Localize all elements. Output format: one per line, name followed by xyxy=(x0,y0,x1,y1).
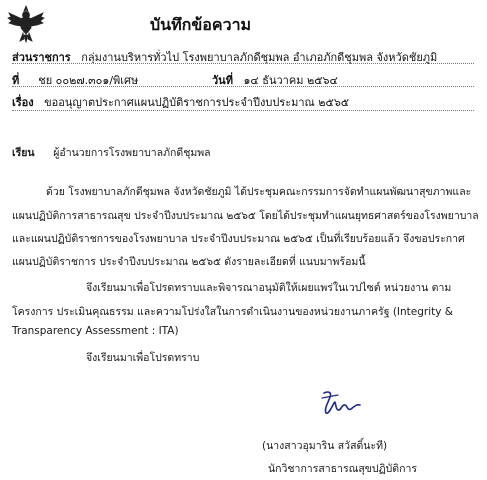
body-p1-line-4: แผนปฏิบัติราชการ ประจำปีงบประมาณ ๒๕๖๕ ดังรายละเอียดที่ แนบมาพร้อมนี้ xyxy=(12,256,366,268)
subject-label: เรื่อง xyxy=(12,96,34,109)
subject-underline xyxy=(12,110,474,111)
salutation-value: ผู้อำนวยการโรงพยาบาลภักดีชุมพล xyxy=(53,147,211,159)
body-p2-line-1: จึงเรียนมาเพื่อโปรดทราบและพิจารณาอนุมัติให้เผยแพร่ในเวปไซต์ หน่วยงาน ตาม xyxy=(86,282,452,294)
body-p1-line-3: และแผนปฏิบัติราชการของโรงพยาบาล ประจำปีงบประมาณ ๒๕๖๕ เป็นที่เรียบร้อยแล้ว จึงขอประกาศ xyxy=(12,233,465,245)
handwritten-signature-icon xyxy=(318,389,364,419)
garuda-emblem-icon xyxy=(6,4,46,44)
body-p2-line-3: Transparency Assessment : ITA) xyxy=(12,325,179,337)
body-p1-line-2: แผนปฏิบัติการสาธารณสุข ประจำปีงบประมาณ ๒๕๖๕ โดยได้ประชุมทำแผนยุทธศาสตร์ของโรงพยาบาล xyxy=(12,210,479,222)
department-value: กลุ่มงานบริหารทั่วไป โรงพยาบาลภักดีชุมพล อำเภอภักดีชุมพล จังหวัดชัยภูมิ xyxy=(81,51,438,64)
signer-name: (นางสาวอุมาริน สวัสดิ์นะที) xyxy=(262,440,388,452)
salutation-label: เรียน xyxy=(12,147,35,159)
body-p2-line-2: โครงการ ประเมินคุณธรรม และความโปร่งใสในการดำเนินงานของหน่วยงานภาครัฐ (Integrity & xyxy=(12,306,453,318)
salutation xyxy=(12,144,211,161)
subject-value: ขออนุญาตประกาศแผนปฏิบัติราชการประจำปีงบประมาณ ๒๕๖๕ xyxy=(44,96,350,109)
signer-position: นักวิชาการสาธารณสุขปฏิบัติการ xyxy=(268,463,418,475)
ref-label: ที่ xyxy=(12,74,20,87)
department-underline xyxy=(12,63,474,64)
subject-row xyxy=(12,93,349,111)
body-p3: จึงเรียนมาเพื่อโปรดทราบ xyxy=(86,352,200,364)
ref-value: ชย ๐๐๒๗.๓๐๑/พิเศษ xyxy=(38,74,139,87)
body-p1-line-1: ด้วย โรงพยาบาลภักดีชุมพล จังหวัดชัยภูมิ ได้ประชุมคณะกรรมการจัดทำแผนพัฒนาสุขภาพและ xyxy=(46,186,472,198)
ref-underline xyxy=(12,86,474,87)
department-label: ส่วนราชการ xyxy=(12,51,71,64)
date-label: วันที่ xyxy=(212,74,233,87)
date-value: ๑๔ ธันวาคม ๒๕๖๔ xyxy=(243,74,338,87)
memo-title: บันทึกข้อความ xyxy=(150,15,252,34)
